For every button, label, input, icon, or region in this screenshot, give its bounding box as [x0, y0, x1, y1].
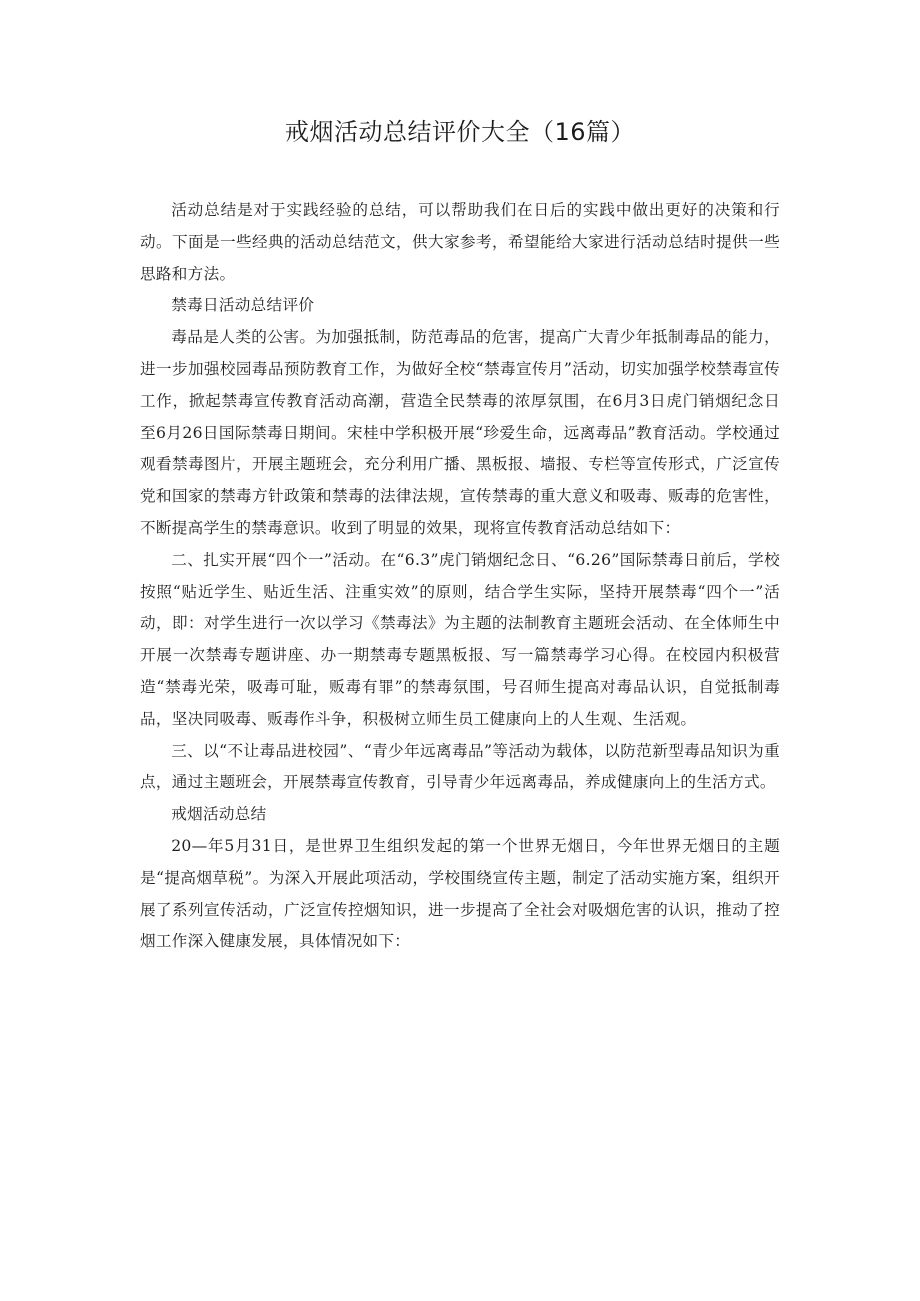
body-paragraph: 毒品是人类的公害。为加强抵制，防范毒品的危害，提高广大青少年抵制毒品的能力，进一步加强校园毒品预防教育工作，为做好全校“禁毒宣传月”活动，切实加强学校禁毒宣传工作，掀起禁毒宣传教育活动高潮，营造全民禁毒的浓厚氛围，在6月3日虎门销烟纪念日至6月26日国际禁毒日期间。宋桂中学积极开展“珍爱生命，远离毒品”教育活动。学校通过观看禁毒图片，开展主题班会，充分利用广播、黑板报、墙报、专栏等宣传形式，广泛宣传党和国家的禁毒方针政策和禁毒的法律法规，宣传禁毒的重大意义和吸毒、贩毒的危害性，不断提高学生的禁毒意识。收到了明显的效果，现将宣传教育活动总结如下： — [140, 328, 780, 537]
section-heading-quit-smoking: 戒烟活动总结 — [171, 805, 267, 824]
body-paragraph: 20—年5月31日，是世界卫生组织发起的第一个世界无烟日，今年世界无烟日的主题是“提高烟草税”。为深入开展此项活动，学校围绕宣传主题，制定了活动实施方案，组织开展了系列宣传活动，广泛宣传控烟知识，进一步提高了全社会对吸烟危害的认识，推动了控烟工作深入健康发展，具体情况如下： — [140, 836, 780, 951]
intro-paragraph: 活动总结是对于实践经验的总结，可以帮助我们在日后的实践中做出更好的决策和行动。下面是一些经典的活动总结范文，供大家参考，希望能给大家进行活动总结时提供一些思路和方法。 — [140, 201, 780, 283]
body-paragraph: 三、以“不让毒品进校园”、“青少年远离毒品”等活动为载体，以防范新型毒品知识为重点，通过主题班会，开展禁毒宣传教育，引导青少年远离毒品，养成健康向上的生活方式。 — [140, 741, 780, 792]
document-title: 戒烟活动总结评价大全（16篇） — [284, 118, 636, 146]
body-paragraph: 二、扎实开展“四个一”活动。在“6.3”虎门销烟纪念日、“6.26”国际禁毒日前后，学校按照“贴近学生、贴近生活、注重实效”的原则，结合学生实际，坚持开展禁毒“四个一”活动，即：对学生进行一次以学习《禁毒法》为主题的法制教育主题班会活动、在全体师生中开展一次禁毒专题讲座、办一期禁毒专题黑板报、写一篇禁毒学习心得。在校园内积极营造“禁毒光荣，吸毒可耻，贩毒有罪”的禁毒氛围，号召师生提高对毒品认识，自觉抵制毒品，坚决同吸毒、贩毒作斗争，积极树立师生员工健康向上的人生观、生活观。 — [140, 550, 780, 728]
section-heading-drug-day: 禁毒日活动总结评价 — [171, 296, 315, 315]
document-body — [140, 195, 780, 958]
